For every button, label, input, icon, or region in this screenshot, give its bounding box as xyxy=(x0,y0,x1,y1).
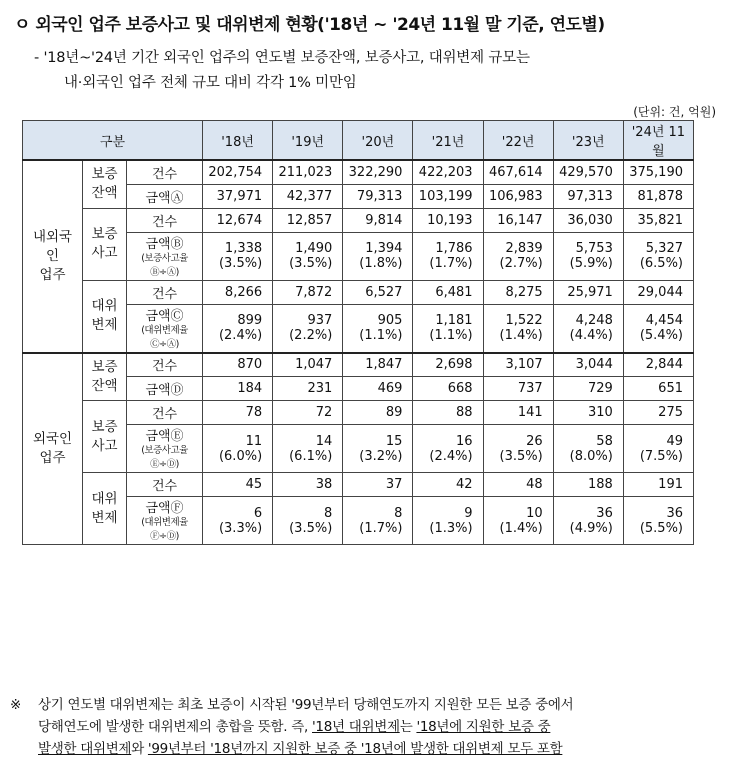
percent-value: (4.9%) xyxy=(569,520,613,536)
table-row xyxy=(23,473,694,497)
statistics-table xyxy=(22,120,694,545)
table-cell: 375,190 xyxy=(623,160,693,184)
table-cell: 36 (5.5%) xyxy=(623,497,693,545)
percent-value: (3.5%) xyxy=(289,520,333,536)
percent-value: (1.7%) xyxy=(429,256,473,271)
row-note: (보증사고율 Ⓔ÷Ⓓ) xyxy=(141,445,188,470)
table-header-row xyxy=(23,121,694,161)
table-cell: 322,290 xyxy=(343,160,413,184)
table-cell: 1,338 (3.5%) xyxy=(203,232,273,280)
footnote-line-3: 발생한 대위변제와 '99년부터 '18년까지 지원한 보증 중 '18년에 발생한 대위변제 모두 포함 xyxy=(38,741,563,757)
table-cell: 8 (1.7%) xyxy=(343,497,413,545)
row-label: 금액Ⓔ (보증사고율 Ⓔ÷Ⓓ) xyxy=(127,425,203,473)
row-label: 금액Ⓒ (대위변제율 Ⓒ÷Ⓐ) xyxy=(127,304,203,353)
table-cell: 3,107 xyxy=(483,353,553,377)
table-cell: 1,394 (1.8%) xyxy=(343,232,413,280)
percent-value: (6.0%) xyxy=(218,448,263,464)
table-row xyxy=(23,208,694,232)
table-cell: 6,527 xyxy=(343,280,413,304)
table-cell: 3,044 xyxy=(553,353,623,377)
table-cell: 1,490 (3.5%) xyxy=(273,232,343,280)
table-cell: 36,030 xyxy=(553,208,623,232)
table-cell: 9,814 xyxy=(343,208,413,232)
section-label: 보증 사고 xyxy=(83,401,127,473)
table-cell: 9 (1.3%) xyxy=(413,497,483,545)
percent-value: (5.9%) xyxy=(569,256,613,271)
table-cell: 1,786 (1.7%) xyxy=(413,232,483,280)
table-cell: 58 (8.0%) xyxy=(553,425,623,473)
percent-value: (4.4%) xyxy=(569,328,613,343)
table-cell: 729 xyxy=(553,377,623,401)
percent-value: (8.0%) xyxy=(569,448,613,464)
table-cell: 97,313 xyxy=(553,184,623,208)
percent-value: (5.5%) xyxy=(639,520,683,536)
table-cell: 899 (2.4%) xyxy=(203,304,273,353)
section-label: 보증 잔액 xyxy=(83,353,127,401)
table-cell: 78 xyxy=(203,401,273,425)
percent-value: (2.4%) xyxy=(218,328,263,343)
table-cell: 42 xyxy=(413,473,483,497)
percent-value: (1.1%) xyxy=(359,328,403,343)
table-row xyxy=(23,401,694,425)
table-cell: 469 xyxy=(343,377,413,401)
table-cell: 81,878 xyxy=(623,184,693,208)
footnote-mark: ※ xyxy=(10,697,22,713)
table-cell: 16 (2.4%) xyxy=(413,425,483,473)
row-label: 금액Ⓓ xyxy=(127,377,203,401)
table-cell: 10 (1.4%) xyxy=(483,497,553,545)
table-cell: 48 xyxy=(483,473,553,497)
page-title: ㅇ 외국인 업주 보증사고 및 대위변제 현황('18년 ~ '24년 11월 말 기준, 연도별) xyxy=(14,15,605,35)
footnote-line-1: 상기 연도별 대위변제는 최초 보증이 시작된 '99년부터 당해연도까지 지원한 모든 보증 중에서 xyxy=(38,697,574,713)
header-category: 구분 xyxy=(23,121,203,161)
table-cell: 89 xyxy=(343,401,413,425)
section-label: 대위 변제 xyxy=(83,280,127,353)
unit-label: (단위: 건, 억원) xyxy=(633,105,716,119)
table-cell: 141 xyxy=(483,401,553,425)
table-cell: 11 (6.0%) xyxy=(203,425,273,473)
table-cell: 37,971 xyxy=(203,184,273,208)
table-cell: 35,821 xyxy=(623,208,693,232)
table-cell: 188 xyxy=(553,473,623,497)
table-cell: 275 xyxy=(623,401,693,425)
table-cell: 4,248 (4.4%) xyxy=(553,304,623,353)
table-cell: 184 xyxy=(203,377,273,401)
row-label: 건수 xyxy=(127,160,203,184)
table-cell: 905 (1.1%) xyxy=(343,304,413,353)
table-cell: 651 xyxy=(623,377,693,401)
table-cell: 2,698 xyxy=(413,353,483,377)
section-label: 보증 잔액 xyxy=(83,160,127,208)
header-year: '19년 xyxy=(273,121,343,161)
table-cell: 16,147 xyxy=(483,208,553,232)
subtitle-line-1: - '18년~'24년 기간 외국인 업주의 연도별 보증잔액, 보증사고, 대위변제 규모는 xyxy=(34,50,530,66)
table-cell: 49 (7.5%) xyxy=(623,425,693,473)
row-label: 건수 xyxy=(127,353,203,377)
table-cell: 88 xyxy=(413,401,483,425)
percent-value: (3.5%) xyxy=(499,448,543,464)
table-cell: 937 (2.2%) xyxy=(273,304,343,353)
row-label: 금액Ⓑ (보증사고율 Ⓑ÷Ⓐ) xyxy=(127,232,203,280)
row-label: 건수 xyxy=(127,473,203,497)
table-cell: 45 xyxy=(203,473,273,497)
row-label: 건수 xyxy=(127,280,203,304)
table-cell: 15 (3.2%) xyxy=(343,425,413,473)
table-cell: 26 (3.5%) xyxy=(483,425,553,473)
table-cell: 1,047 xyxy=(273,353,343,377)
table-row xyxy=(23,160,694,184)
table-cell: 8,266 xyxy=(203,280,273,304)
percent-value: (5.4%) xyxy=(639,328,683,343)
table-cell: 6,481 xyxy=(413,280,483,304)
group-label: 외국인 업주 xyxy=(23,353,83,545)
footnote-line-2: 당해연도에 발생한 대위변제의 총합을 뜻함. 즉, '18년 대위변제는 '18년에 지원한 보증 중 xyxy=(38,719,551,735)
header-year: '21년 xyxy=(413,121,483,161)
table-cell: 79,313 xyxy=(343,184,413,208)
percent-value: (3.5%) xyxy=(289,256,333,271)
percent-value: (2.2%) xyxy=(289,328,333,343)
footnote xyxy=(10,694,708,760)
row-label: 건수 xyxy=(127,208,203,232)
table-cell: 12,674 xyxy=(203,208,273,232)
header-year: '23년 xyxy=(553,121,623,161)
row-label: 건수 xyxy=(127,401,203,425)
percent-value: (2.4%) xyxy=(429,448,473,464)
table-cell: 211,023 xyxy=(273,160,343,184)
subtitle-line-2: 내·외국인 업주 전체 규모 대비 각각 1% 미만임 xyxy=(64,75,357,91)
percent-value: (6.5%) xyxy=(639,256,683,271)
table-cell: 37 xyxy=(343,473,413,497)
header-year: '22년 xyxy=(483,121,553,161)
table-cell: 1,847 xyxy=(343,353,413,377)
table-cell: 42,377 xyxy=(273,184,343,208)
table-cell: 4,454 (5.4%) xyxy=(623,304,693,353)
table-row xyxy=(23,353,694,377)
row-label: 금액Ⓕ (대위변제율 Ⓕ÷Ⓓ) xyxy=(127,497,203,545)
table-cell: 870 xyxy=(203,353,273,377)
table-cell: 5,327 (6.5%) xyxy=(623,232,693,280)
table-cell: 429,570 xyxy=(553,160,623,184)
table-cell: 1,522 (1.4%) xyxy=(483,304,553,353)
table-row xyxy=(23,280,694,304)
percent-value: (3.5%) xyxy=(218,256,263,271)
table-cell: 6 (3.3%) xyxy=(203,497,273,545)
percent-value: (6.1%) xyxy=(289,448,333,464)
table-cell: 38 xyxy=(273,473,343,497)
row-note: (대위변제율 Ⓒ÷Ⓐ) xyxy=(141,324,188,350)
percent-value: (1.3%) xyxy=(429,520,473,536)
table-cell: 14 (6.1%) xyxy=(273,425,343,473)
percent-value: (3.2%) xyxy=(359,448,403,464)
header-year: '20년 xyxy=(343,121,413,161)
table-cell: 191 xyxy=(623,473,693,497)
table-cell: 2,839 (2.7%) xyxy=(483,232,553,280)
table-cell: 5,753 (5.9%) xyxy=(553,232,623,280)
table-cell: 103,199 xyxy=(413,184,483,208)
percent-value: (1.1%) xyxy=(429,328,473,343)
table-cell: 422,203 xyxy=(413,160,483,184)
table-cell: 668 xyxy=(413,377,483,401)
table-cell: 12,857 xyxy=(273,208,343,232)
table-cell: 72 xyxy=(273,401,343,425)
table-cell: 2,844 xyxy=(623,353,693,377)
section-label: 보증 사고 xyxy=(83,208,127,280)
row-note: (대위변제율 Ⓕ÷Ⓓ) xyxy=(141,517,188,542)
table-cell: 1,181 (1.1%) xyxy=(413,304,483,353)
table-cell: 231 xyxy=(273,377,343,401)
table-cell: 29,044 xyxy=(623,280,693,304)
percent-value: (3.3%) xyxy=(218,520,263,536)
header-year: '24년 11월 xyxy=(623,121,693,161)
percent-value: (7.5%) xyxy=(639,448,683,464)
row-note: (보증사고율 Ⓑ÷Ⓐ) xyxy=(141,252,188,278)
table-cell: 106,983 xyxy=(483,184,553,208)
percent-value: (1.4%) xyxy=(499,520,543,536)
table-cell: 737 xyxy=(483,377,553,401)
percent-value: (1.4%) xyxy=(499,328,543,343)
table-cell: 8,275 xyxy=(483,280,553,304)
percent-value: (1.8%) xyxy=(359,256,403,271)
table-cell: 7,872 xyxy=(273,280,343,304)
row-label: 금액Ⓐ xyxy=(127,184,203,208)
table-cell: 310 xyxy=(553,401,623,425)
table-cell: 10,193 xyxy=(413,208,483,232)
table-cell: 202,754 xyxy=(203,160,273,184)
section-label: 대위 변제 xyxy=(83,473,127,545)
table-cell: 36 (4.9%) xyxy=(553,497,623,545)
table-cell: 467,614 xyxy=(483,160,553,184)
table-cell: 8 (3.5%) xyxy=(273,497,343,545)
percent-value: (2.7%) xyxy=(499,256,543,271)
percent-value: (1.7%) xyxy=(359,520,403,536)
header-year: '18년 xyxy=(203,121,273,161)
table-cell: 25,971 xyxy=(553,280,623,304)
group-label: 내외국인 업주 xyxy=(23,160,83,353)
